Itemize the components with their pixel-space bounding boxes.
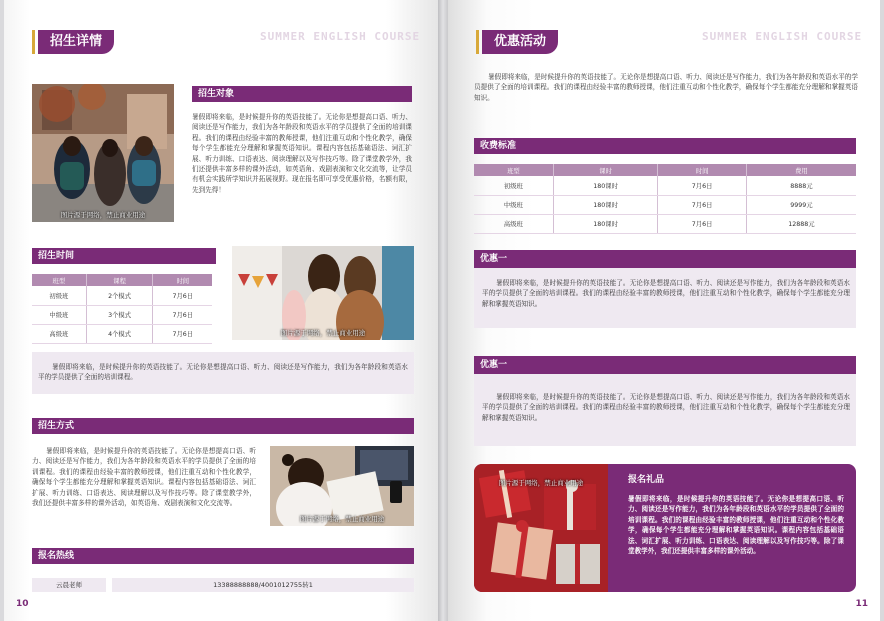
photo-caption: 图片源于网络，禁止商业用途 <box>498 479 584 487</box>
book-gutter <box>438 0 448 621</box>
left-watermark: SUMMER ENGLISH COURSE <box>260 30 421 43</box>
column-header: 费用 <box>746 164 856 176</box>
offer2-text: 暑假即将来临，是时候提升你的英语技能了。无论你是想提高口语、听力、阅读还是写作能力，我们为各年龄段和英语水平的学员提供了全面的培训课程。我们的课程由经验丰富的教师授课，他们注重互动和个性化教学，确保每个学生都能充分理解和掌握英语知识。 <box>482 393 850 422</box>
girls-at-board-photo <box>232 246 414 340</box>
page-number-right: 11 <box>855 599 868 609</box>
left-page-title: 招生详情 <box>38 30 114 54</box>
table-cell: 7月6日 <box>658 214 746 233</box>
table-cell: 初级班 <box>32 286 86 305</box>
section-heading-offer2: 优惠一 <box>474 356 856 374</box>
table-cell: 7月6日 <box>153 286 212 305</box>
left-page <box>4 0 438 621</box>
table-row <box>474 195 856 214</box>
table-cell: 180课时 <box>553 176 658 195</box>
table-row <box>32 286 212 305</box>
table-header-row <box>32 274 212 286</box>
table-cell: 180课时 <box>553 214 658 233</box>
right-page <box>448 0 880 621</box>
table-cell: 高级班 <box>32 324 86 343</box>
section-heading-target: 招生对象 <box>192 86 412 102</box>
table-cell: 中级班 <box>474 195 553 214</box>
hotline-contact-name: 云晨老师 <box>32 578 106 592</box>
recruit-time-table <box>32 274 212 344</box>
girl-writing-photo <box>270 446 414 526</box>
table-cell: 中级班 <box>32 305 86 324</box>
time-note-text: 暑假即将来临，是时候提升你的英语技能了。无论你是想提高口语、听力、阅读还是写作能力，我们为各年龄段和英语水平的学员提供了全面的培训课程。 <box>38 363 408 382</box>
column-header: 班型 <box>32 274 86 286</box>
table-cell: 3个模式 <box>86 305 153 324</box>
photo-caption: 图片源于网络，禁止商业用途 <box>280 329 366 337</box>
column-header: 时间 <box>658 164 746 176</box>
method-text: 暑假即将来临，是时候提升你的英语技能了。无论你是想提高口语、听力、阅读还是写作能力，我们为各年龄段和英语水平的学员提供了全面的培训课程。我们的课程由经验丰富的教师授课，他们注重互动和个性化教学，确保每个学生都能充分理解和掌握英语知识。课程内容包括基础语法、词汇扩展、听力训练、口语表达、阅读理解以及写作技巧等。除了课堂教学外，我们还提供丰富多样的课外活动，如英语角、戏剧表演和文化交流等。 <box>32 447 256 508</box>
table-cell: 7月6日 <box>658 176 746 195</box>
table-cell: 2个模式 <box>86 286 153 305</box>
gift-boxes-photo <box>474 464 608 592</box>
table-cell: 初级班 <box>474 176 553 195</box>
table-cell: 9999元 <box>746 195 856 214</box>
offer1-text: 暑假即将来临，是时候提升你的英语技能了。无论你是想提高口语、听力、阅读还是写作能力，我们为各年龄段和英语水平的学员提供了全面的培训课程。我们的课程由经验丰富的教师授课，他们注重互动和个性化教学，确保每个学生都能充分理解和掌握英语知识。 <box>482 279 850 308</box>
right-page-title: 优惠活动 <box>482 30 558 54</box>
section-heading-offer1: 优惠一 <box>474 250 856 268</box>
fee-table <box>474 164 856 234</box>
table-row <box>32 324 212 343</box>
table-row <box>474 214 856 233</box>
students-walking-photo <box>32 84 174 222</box>
table-cell: 180课时 <box>553 195 658 214</box>
table-header-row <box>474 164 856 176</box>
table-cell: 12888元 <box>746 214 856 233</box>
column-header: 课程 <box>86 274 153 286</box>
table-cell: 高级班 <box>474 214 553 233</box>
gift-text: 暑假即将来临，是时候提升你的英语技能了。无论你是想提高口语、听力、阅读还是写作能力，我们为各年龄段和英语水平的学员提供了全面的培训课程。我们的课程由经验丰富的教师授课，他们注重互动和个性化教学，确保每个学生都能充分理解和掌握英语知识。课程内容包括基础语法、词汇扩展、听力训练、口语表达、阅读理解以及写作技巧等。除了课堂教学外，我们还提供丰富多样的课外活动。 <box>628 495 844 556</box>
photo-caption: 图片源于网络，禁止商业用途 <box>60 211 146 219</box>
right-watermark: SUMMER ENGLISH COURSE <box>702 30 863 43</box>
gift-panel <box>474 464 856 592</box>
table-cell: 7月6日 <box>153 324 212 343</box>
intro-text: 暑假即将来临，是时候提升你的英语技能了。无论你是想提高口语、听力、阅读还是写作能力，我们为各年龄段和英语水平的学员提供了全面的培训课程。我们的课程由经验丰富的教师授课，他们注重互动和个性化教学，确保每个学生都能充分理解和掌握英语知识。 <box>474 73 858 102</box>
table-cell: 7月6日 <box>658 195 746 214</box>
hotline-phone: 13388888888/4001012755转1 <box>112 578 414 592</box>
column-header: 时间 <box>153 274 212 286</box>
target-text: 暑假即将来临，是时候提升你的英语技能了。无论你是想提高口语、听力、阅读还是写作能力，我们为各年龄段和英语水平的学员提供了全面的培训课程。我们的课程由经验丰富的教师授课，他们注重互动和个性化教学，确保每个学生都能充分理解和掌握英语知识。课程内容包括基础语法、词汇扩展、听力训练、口语表达、阅读理解以及写作技巧等。除了课堂教学外，我们还提供丰富多样的课外活动，如英语角、戏剧表演和文化交流等，让学员有机会实践所学知识并拓展视野。现在报名即可享受优惠价格，名额有限，先到先得！ <box>192 113 412 194</box>
table-cell: 7月6日 <box>153 305 212 324</box>
section-heading-hotline: 报名热线 <box>32 548 414 564</box>
table-row <box>32 305 212 324</box>
table-cell: 4个模式 <box>86 324 153 343</box>
section-heading-fees: 收费标准 <box>474 138 856 154</box>
column-header: 课时 <box>553 164 658 176</box>
page-number-left: 10 <box>16 599 29 609</box>
table-cell: 8888元 <box>746 176 856 195</box>
column-header: 班型 <box>474 164 553 176</box>
section-heading-method: 招生方式 <box>32 418 414 434</box>
photo-caption: 图片源于网络，禁止商业用途 <box>299 515 385 523</box>
table-row <box>474 176 856 195</box>
section-heading-time: 招生时间 <box>32 248 216 264</box>
gift-heading: 报名礼品 <box>628 475 665 485</box>
